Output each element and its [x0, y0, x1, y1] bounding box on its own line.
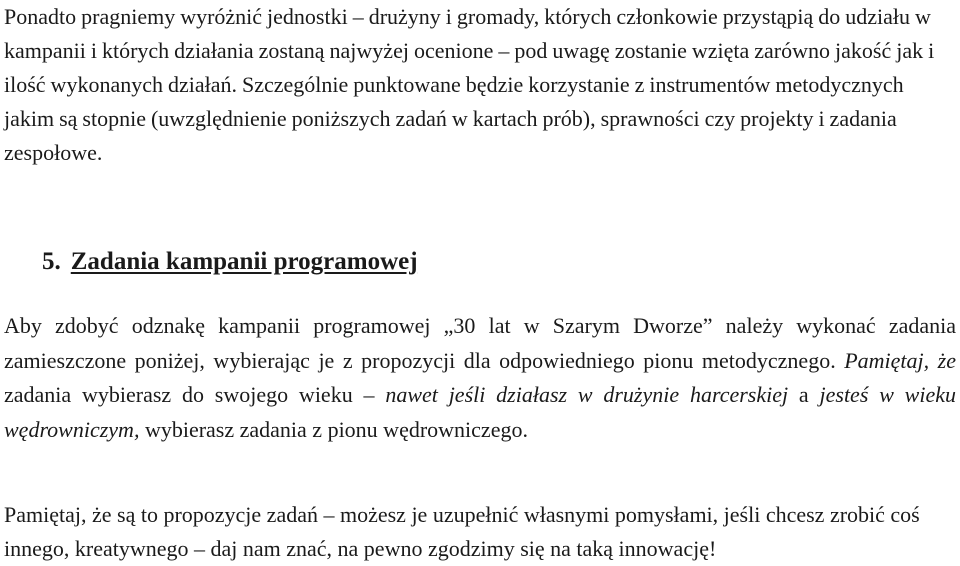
tasks-paragraph	[4, 309, 956, 447]
tasks-intro-text: Aby zdobyć odznakę kampanii programowej „30 lat w Szarym Dworze” należy wykonać zadania zamieszczone poniżej, wybierając je z propozycji dla odpowiedniego pionu metodycznego.	[4, 313, 956, 373]
tasks-tail-text: wybierasz zadania z pionu wędrowniczego.	[139, 416, 528, 442]
section-title: Zadania kampanii programowej	[70, 248, 418, 275]
tasks-italic-remember: Pamiętaj, że	[844, 347, 956, 373]
tasks-mid-text: zadania wybierasz do swojego wieku –	[4, 382, 386, 407]
section-number: 5.	[42, 248, 61, 275]
section-heading	[42, 245, 418, 279]
tasks-italic-age: jesteś w wieku wędrowniczym,	[4, 382, 956, 442]
tasks-italic-even-if: nawet jeśli działasz w drużynie harcerskiej	[385, 382, 789, 407]
closing-paragraph: Pamiętaj, że są to propozycje zadań – możesz je uzupełnić własnymi pomysłami, jeśli chcesz zrobić coś innego, kreatywnego – daj nam znać, na pewno zgodzimy się na taką innowację!	[4, 502, 920, 561]
intro-paragraph: Ponadto pragniemy wyróżnić jednostki – drużyny i gromady, których członkowie przystąpią do udziału w kampanii i których działania zostaną najwyżej ocenione – pod uwagę zostanie wzięta zarówno jakość jak i ilość wykonanych działań. Szczególnie punktowane będzie korzystanie z instrumentów metodycznych jakim są stopnie (uwzględnienie poniższych zadań w kartach prób), sprawności czy projekty i zadania zespołowe.	[4, 4, 935, 165]
tasks-connector-text: a	[788, 382, 820, 407]
